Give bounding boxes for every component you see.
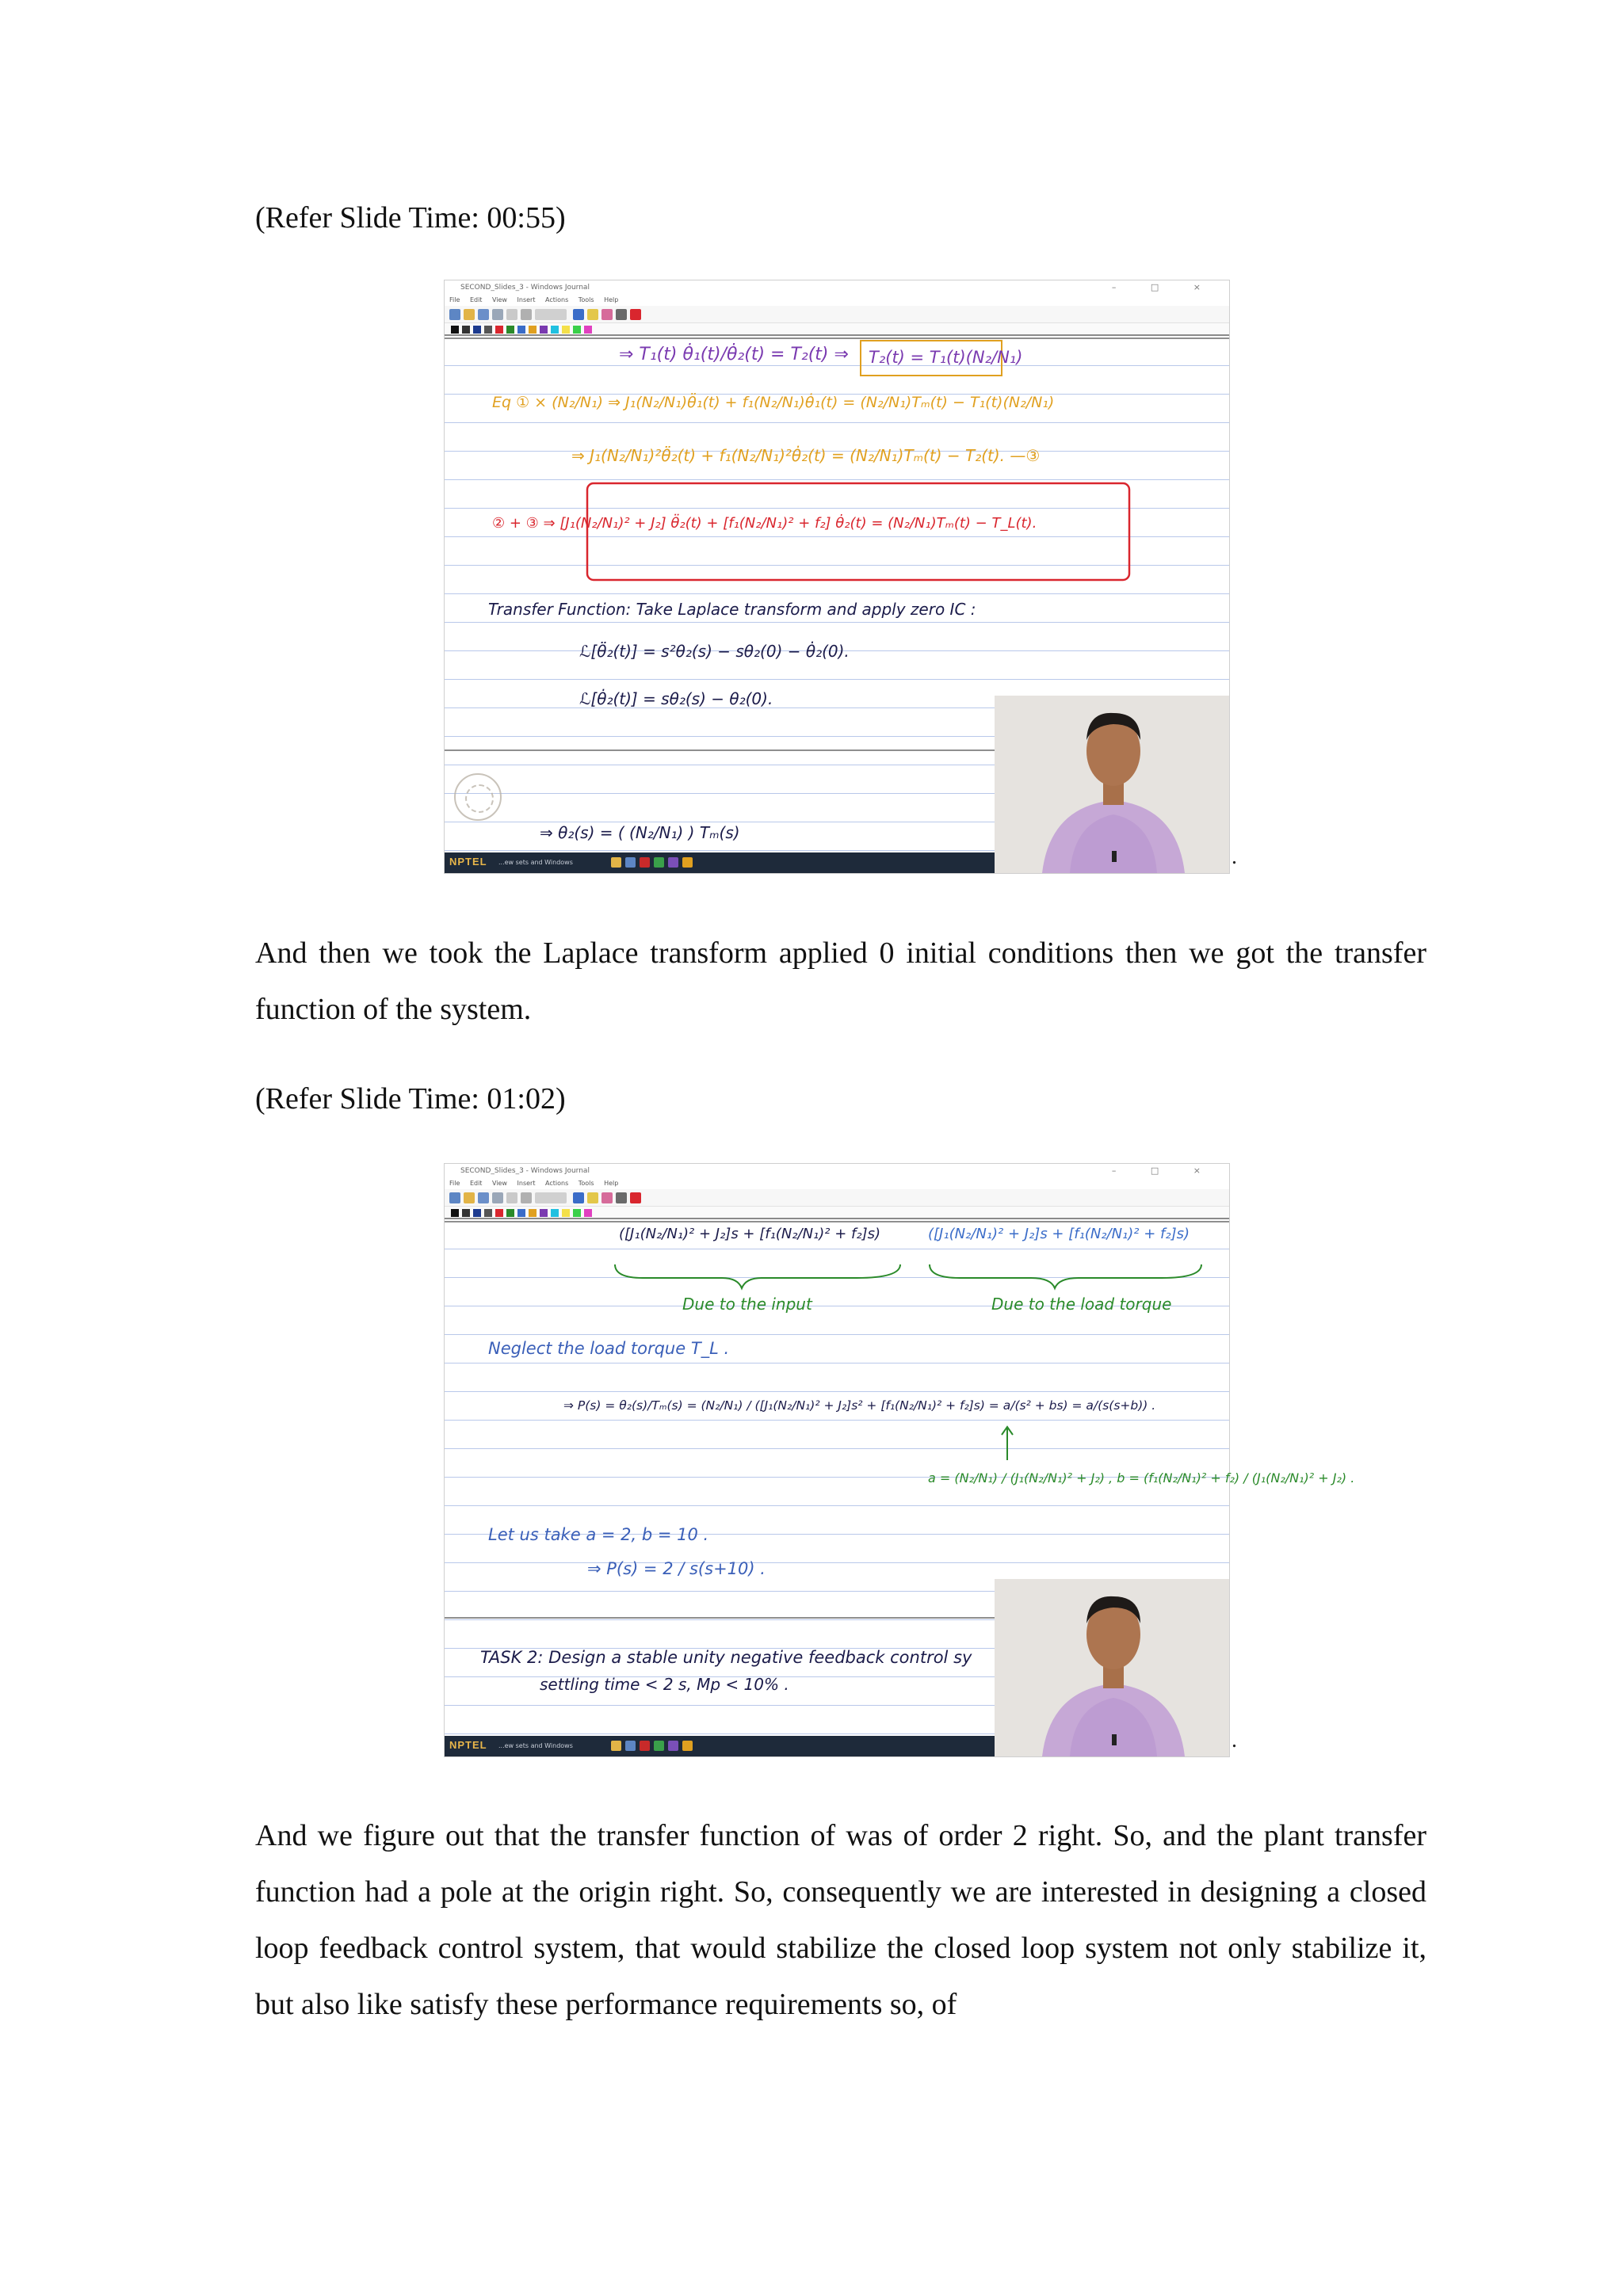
menu-insert[interactable]: Insert <box>517 1180 536 1187</box>
slide-screenshot-1 <box>444 280 1230 874</box>
theta-s-line: ⇒ θ₂(s) = ( (N₂/N₁) ) Tₘ(s) <box>540 823 740 842</box>
menu-edit[interactable]: Edit <box>469 1180 483 1187</box>
open-icon[interactable] <box>464 309 475 320</box>
task-2-heading: TASK 2: Design a stable unity negative feedback control sy <box>480 1648 972 1667</box>
presenter-figure <box>995 696 1229 873</box>
window-titlebar <box>445 1164 1229 1180</box>
window-title: SECOND_Slides_3 - Windows Journal <box>460 284 590 292</box>
menu-tools[interactable]: Tools <box>578 1180 594 1187</box>
color-green[interactable] <box>506 1209 514 1217</box>
presenter-video <box>995 696 1229 873</box>
color-lime[interactable] <box>573 326 581 334</box>
app-purple-icon[interactable] <box>668 857 678 868</box>
explorer-icon[interactable] <box>611 857 621 868</box>
menu-actions[interactable]: Actions <box>545 1180 569 1187</box>
eq-line-1: ⇒ T₁(t) θ̇₁(t)/θ̇₂(t) = T₂(t) ⇒ <box>619 345 849 364</box>
highlighter-icon[interactable] <box>587 1192 598 1203</box>
color-navy[interactable] <box>473 1209 481 1217</box>
pen-color-bar <box>445 323 1229 336</box>
laplace-line-2: ℒ[θ̇₂(t)] = sθ₂(s) − θ₂(0). <box>579 689 773 708</box>
slide-screenshot-2 <box>444 1163 1355 1757</box>
ab-definitions: a = (N₂/N₁) / (J₁(N₂/N₁)² + J₂) , b = (f₁(N₂/N₁)² + f₂) / (J₁(N₂/N₁)² + J₂) . <box>928 1470 1355 1486</box>
color-blue[interactable] <box>517 326 525 334</box>
menu-actions[interactable]: Actions <box>545 296 569 303</box>
window-controls[interactable]: – □ × <box>1111 1165 1216 1176</box>
color-purple[interactable] <box>540 1209 548 1217</box>
eq-line-3: ⇒ J₁(N₂/N₁)²θ̈₂(t) + f₁(N₂/N₁)²θ̇₂(t) = (N₂/N₁)Tₘ(t) − T₂(t). —③ <box>571 446 1041 465</box>
save-icon[interactable] <box>478 1192 489 1203</box>
menu-view[interactable]: View <box>491 1180 507 1187</box>
color-green[interactable] <box>506 326 514 334</box>
pan-icon[interactable] <box>506 1192 517 1203</box>
taskbar-hint: ...ew sets and Windows <box>498 859 573 866</box>
print-icon[interactable] <box>492 309 503 320</box>
new-page-icon[interactable] <box>449 309 460 320</box>
refer-slide-time-1: (Refer Slide Time: 00:55) <box>255 201 566 235</box>
app-purple-icon[interactable] <box>668 1741 678 1751</box>
color-purple[interactable] <box>540 326 548 334</box>
menu-tools[interactable]: Tools <box>578 296 594 303</box>
menu-bar <box>445 296 1229 306</box>
menu-bar <box>445 1180 1229 1189</box>
pen-icon[interactable] <box>573 309 584 320</box>
lasso-icon[interactable] <box>616 1192 627 1203</box>
nptel-emblem-icon <box>454 773 502 821</box>
paragraph-2: And we figure out that the transfer function of was of order 2 right. So, and the plant transfer function had a pole at the origin right. So, consequently we are interested in designing a closed loop feedback control system, that would stabilize the closed loop system not only stabilize it, but also like satisfy these performance requirements so, of <box>255 1819 1426 2021</box>
label-due-input: Due to the input <box>682 1295 812 1314</box>
color-lime[interactable] <box>573 1209 581 1217</box>
color-gray[interactable] <box>484 1209 492 1217</box>
let-us-take: Let us take a = 2, b = 10 . <box>488 1525 709 1544</box>
brace-load <box>930 1264 1201 1288</box>
menu-help[interactable]: Help <box>604 1180 619 1187</box>
color-black[interactable] <box>451 1209 459 1217</box>
new-page-icon[interactable] <box>449 1192 460 1203</box>
plant-numeric: ⇒ P(s) = 2 / s(s+10) . <box>587 1559 766 1578</box>
app-red-icon[interactable] <box>640 1741 650 1751</box>
color-red[interactable] <box>495 326 503 334</box>
presenter-video <box>995 1579 1229 1756</box>
nptel-logo: NPTEL <box>449 1739 487 1751</box>
nptel-logo: NPTEL <box>449 856 487 868</box>
boxed-equation-border <box>587 483 1129 580</box>
neglect-load: Neglect the load torque T_L . <box>488 1339 730 1358</box>
color-magenta[interactable] <box>584 326 592 334</box>
refer-slide-time-2: (Refer Slide Time: 01:02) <box>255 1082 566 1116</box>
trailing-period-2: . <box>1232 1728 1237 1753</box>
paragraph-1: And then we took the Laplace transform applied 0 initial conditions then we got the transfer function of the system. <box>255 936 1426 1026</box>
copy-icon[interactable] <box>521 309 532 320</box>
color-gray[interactable] <box>484 326 492 334</box>
color-cyan[interactable] <box>551 326 559 334</box>
color-dark[interactable] <box>462 326 470 334</box>
laplace-line-1: ℒ[θ̈₂(t)] = s²θ₂(s) − sθ₂(0) − θ̇₂(0). <box>579 642 850 661</box>
menu-insert[interactable]: Insert <box>517 296 536 303</box>
color-black[interactable] <box>451 326 459 334</box>
tf-heading: Transfer Function: Take Laplace transform and apply zero IC : <box>488 600 976 619</box>
lasso-icon[interactable] <box>616 309 627 320</box>
eq-line-4: ② + ③ ⇒ [J₁(N₂/N₁)² + J₂] θ̈₂(t) + [f₁(N₂/N₁)² + f₂] θ̇₂(t) = (N₂/N₁)Tₘ(t) − T_L(t). <box>492 515 1037 532</box>
color-yellow[interactable] <box>562 1209 570 1217</box>
app-orange-icon[interactable] <box>682 857 693 868</box>
app-green-icon[interactable] <box>654 857 664 868</box>
app-green-icon[interactable] <box>654 1741 664 1751</box>
window-titlebar <box>445 280 1229 296</box>
color-orange[interactable] <box>529 326 537 334</box>
open-icon[interactable] <box>464 1192 475 1203</box>
flag-icon[interactable] <box>630 309 641 320</box>
highlighter-icon[interactable] <box>587 309 598 320</box>
color-dark[interactable] <box>462 1209 470 1217</box>
denominator-right: ([J₁(N₂/N₁)² + J₂]s + [f₁(N₂/N₁)² + f₂]s) <box>928 1226 1190 1242</box>
color-orange[interactable] <box>529 1209 537 1217</box>
color-navy[interactable] <box>473 326 481 334</box>
flag-icon[interactable] <box>630 1192 641 1203</box>
color-red[interactable] <box>495 1209 503 1217</box>
eraser-icon[interactable] <box>601 309 613 320</box>
menu-view[interactable]: View <box>491 296 507 303</box>
eq-line-2: Eq ① × (N₂/N₁) ⇒ J₁(N₂/N₁)θ̈₁(t) + f₁(N₂/N₁)θ̇₁(t) = (N₂/N₁)Tₘ(t) − T₁(t)(N₂/N₁) <box>492 394 1055 411</box>
copy-icon[interactable] <box>521 1192 532 1203</box>
taskbar-hint: ...ew sets and Windows <box>498 1742 573 1749</box>
journal-toolbar <box>445 1189 1229 1207</box>
denominator-left: ([J₁(N₂/N₁)² + J₂]s + [f₁(N₂/N₁)² + f₂]s) <box>619 1226 880 1242</box>
pen-color-bar <box>445 1207 1229 1219</box>
presenter-figure <box>995 1579 1229 1756</box>
menu-help[interactable]: Help <box>604 296 619 303</box>
eq-boxed-t2: T₂(t) = T₁(t)(N₂/N₁) <box>869 348 1023 367</box>
pen-icon[interactable] <box>573 1192 584 1203</box>
journal-icon[interactable] <box>625 857 636 868</box>
whole-page-select[interactable] <box>535 1192 567 1203</box>
task-2-spec: settling time < 2 s, Mp < 10% . <box>540 1675 789 1694</box>
menu-edit[interactable]: Edit <box>469 296 483 303</box>
plant-tf-line: ⇒ P(s) = θ₂(s)/Tₘ(s) = (N₂/N₁) / ([J₁(N₂/N₁)² + J₂]s² + [f₁(N₂/N₁)² + f₂]s) = a/(s² + bs) = a/(s(s+b)) . <box>563 1398 1156 1413</box>
trailing-period-1: . <box>1232 845 1237 869</box>
label-due-load: Due to the load torque <box>991 1295 1172 1314</box>
save-icon[interactable] <box>478 309 489 320</box>
explorer-icon[interactable] <box>611 1741 621 1751</box>
color-magenta[interactable] <box>584 1209 592 1217</box>
color-cyan[interactable] <box>551 1209 559 1217</box>
brace-input <box>615 1264 900 1288</box>
journal-icon[interactable] <box>625 1741 636 1751</box>
whole-page-select[interactable] <box>535 309 567 320</box>
eraser-icon[interactable] <box>601 1192 613 1203</box>
journal-toolbar <box>445 306 1229 323</box>
window-controls[interactable]: – □ × <box>1111 282 1216 292</box>
app-red-icon[interactable] <box>640 857 650 868</box>
menu-file[interactable]: File <box>449 1180 460 1187</box>
print-icon[interactable] <box>492 1192 503 1203</box>
color-blue[interactable] <box>517 1209 525 1217</box>
window-title: SECOND_Slides_3 - Windows Journal <box>460 1167 590 1175</box>
pan-icon[interactable] <box>506 309 517 320</box>
color-yellow[interactable] <box>562 326 570 334</box>
menu-file[interactable]: File <box>449 296 460 303</box>
app-orange-icon[interactable] <box>682 1741 693 1751</box>
